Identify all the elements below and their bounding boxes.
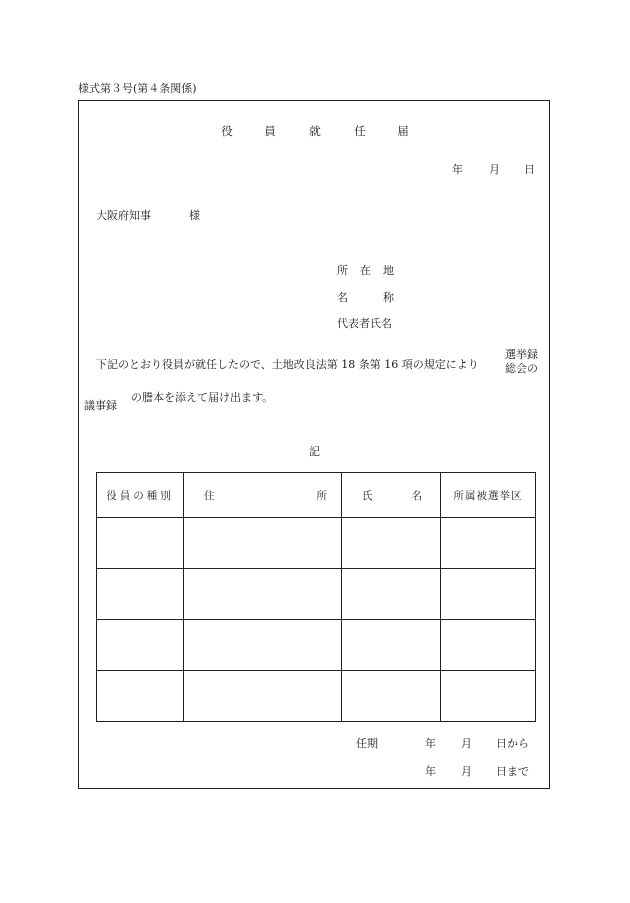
term-to-year: 年 (425, 765, 436, 778)
name-char: 名 (337, 291, 348, 304)
term-label: 任期 (356, 737, 378, 750)
title-char: 役 (221, 124, 233, 138)
title-char: 就 (309, 124, 321, 138)
title-char: 届 (397, 124, 409, 138)
form-number: 様式第３号(第４条関係) (78, 82, 197, 95)
title-char: 任 (354, 124, 366, 138)
cell-district[interactable] (441, 569, 536, 620)
cell-address[interactable] (184, 671, 342, 722)
option-general-meeting: 総会の (505, 362, 538, 375)
term-to-day: 日まで (496, 765, 529, 778)
location-char: 在 (360, 264, 371, 277)
cell-type[interactable] (97, 518, 184, 569)
option-minutes: 議事録 (84, 399, 117, 412)
date-day: 日 (524, 163, 535, 176)
term-from-year: 年 (425, 737, 436, 750)
addressee-name: 大阪府知事 (96, 209, 151, 222)
cell-district[interactable] (441, 671, 536, 722)
cell-type[interactable] (97, 620, 184, 671)
col-district: 所属被選挙区 (441, 473, 536, 518)
date-month: 月 (489, 163, 500, 176)
officers-table (96, 472, 536, 722)
term-to-month: 月 (461, 765, 472, 778)
cell-name[interactable] (342, 518, 441, 569)
title-char: 員 (264, 124, 276, 138)
col-officer-type: 役員の種別 (97, 473, 184, 518)
addressee-honorific: 様 (189, 209, 200, 222)
col-address: 住 所 (184, 473, 342, 518)
col-name: 氏 名 (342, 473, 441, 518)
cell-address[interactable] (184, 518, 342, 569)
ki-heading: 記 (309, 445, 320, 458)
body-line-2: の謄本を添えて届け出ます。 (131, 391, 274, 404)
location-char: 所 (337, 264, 348, 277)
cell-district[interactable] (441, 518, 536, 569)
table-row (97, 671, 536, 722)
term-from-month: 月 (461, 737, 472, 750)
cell-name[interactable] (342, 671, 441, 722)
date-year: 年 (452, 163, 463, 176)
cell-name[interactable] (342, 620, 441, 671)
cell-type[interactable] (97, 671, 184, 722)
form-title (0, 123, 630, 139)
table-row (97, 569, 536, 620)
name-char: 称 (383, 291, 394, 304)
cell-district[interactable] (441, 620, 536, 671)
representative-label: 代表者氏名 (337, 317, 392, 330)
body-line-1: 下記のとおり役員が就任したので、土地改良法第 18 条第 16 項の規定により (96, 358, 479, 371)
cell-name[interactable] (342, 569, 441, 620)
table-row (97, 518, 536, 569)
location-char: 地 (383, 264, 394, 277)
term-from-day: 日から (496, 737, 529, 750)
cell-address[interactable] (184, 569, 342, 620)
option-election-record: 選挙録 (505, 348, 538, 361)
cell-type[interactable] (97, 569, 184, 620)
table-header-row (97, 473, 536, 518)
cell-address[interactable] (184, 620, 342, 671)
table-row (97, 620, 536, 671)
